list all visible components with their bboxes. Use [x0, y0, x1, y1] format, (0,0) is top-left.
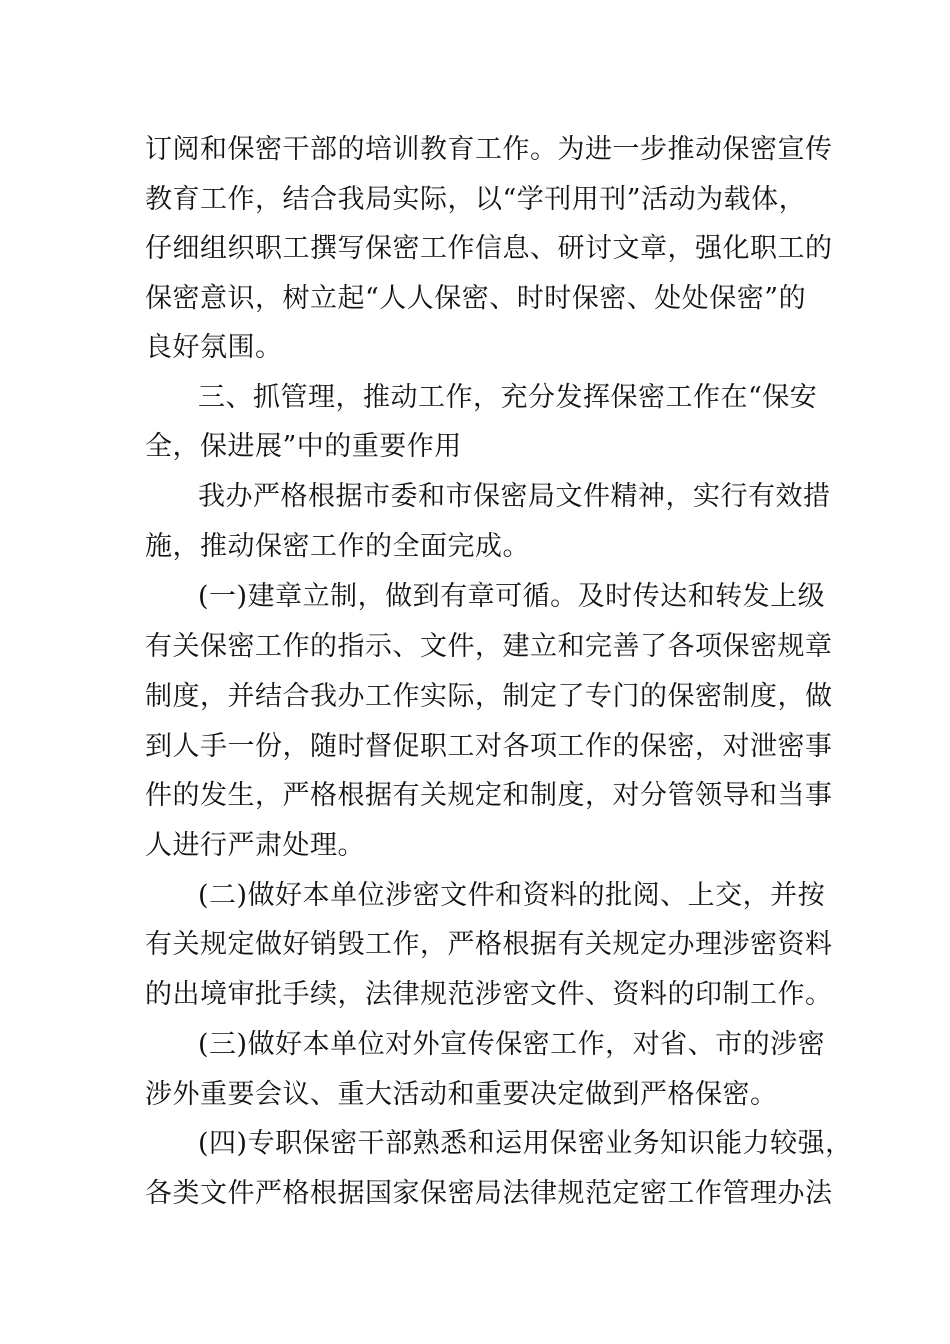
text-line: 教育工作，结合我局实际，以“学刊用刊”活动为载体， [145, 184, 807, 215]
text-line: 仔细组织职工撰写保密工作信息、研讨文章，强化职工的 [145, 233, 833, 264]
text-line: 各类文件严格根据国家保密局法律规范定密工作管理办法 [145, 1178, 833, 1209]
text-line: 件的发生，严格根据有关规定和制度，对分管领导和当事 [145, 780, 833, 811]
text-line: 的出境审批手续，法律规范涉密文件、资料的印制工作。 [145, 979, 833, 1010]
text-line: 订阅和保密干部的培训教育工作。为进一步推动保密宣传 [145, 134, 833, 165]
text-line: 保密意识，树立起“人人保密、时时保密、处处保密”的 [145, 283, 807, 314]
text-line: 施，推动保密工作的全面完成。 [145, 531, 530, 562]
text-line: 良好氛围。 [145, 332, 283, 363]
section-heading-continued: 全，保进展”中的重要作用 [145, 431, 462, 462]
text-line: 到人手一份，随时督促职工对各项工作的保密，对泄密事 [145, 731, 833, 762]
text-line: 制度，并结合我办工作实际，制定了专门的保密制度，做 [145, 681, 833, 712]
text-line: 人进行严肃处理。 [145, 830, 365, 861]
text-line: (四)专职保密干部熟悉和运用保密业务知识能力较强， [198, 1128, 853, 1159]
text-line: 涉外重要会议、重大活动和重要决定做到严格保密。 [145, 1079, 778, 1110]
text-line: 有关保密工作的指示、文件，建立和完善了各项保密规章 [145, 631, 833, 662]
text-line: (二)做好本单位涉密文件和资料的批阅、上交，并按 [198, 880, 826, 911]
text-line: 有关规定做好销毁工作，严格根据有关规定办理涉密资料 [145, 929, 833, 960]
text-line: 我办严格根据市委和市保密局文件精神，实行有效措 [198, 481, 831, 512]
section-heading: 三、抓管理，推动工作，充分发挥保密工作在“保安 [198, 382, 818, 413]
text-line: (一)建章立制，做到有章可循。及时传达和转发上级 [198, 581, 826, 612]
text-line: (三)做好本单位对外宣传保密工作，对省、市的涉密 [198, 1029, 826, 1060]
